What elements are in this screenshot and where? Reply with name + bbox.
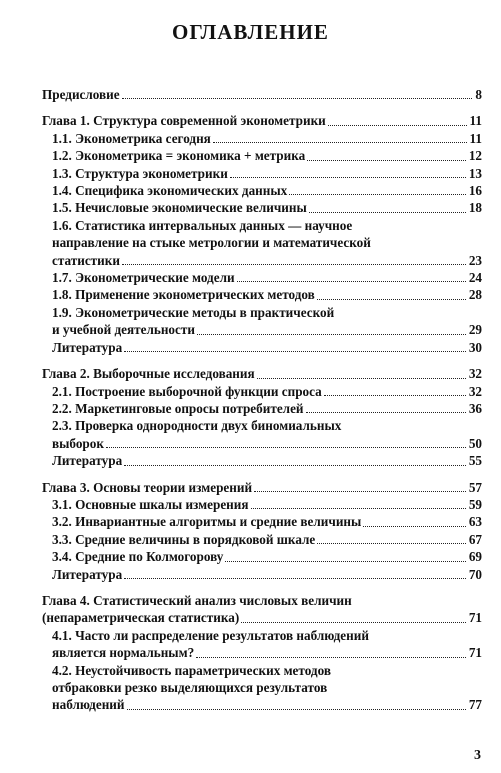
toc-section-entry[interactable] [42, 199, 482, 216]
dot-leader [122, 98, 473, 99]
dot-leader [127, 709, 466, 710]
dot-leader [307, 160, 466, 161]
toc-section-entry[interactable] [42, 400, 482, 417]
toc-page-number: 77 [468, 697, 482, 713]
toc-page-number: 71 [468, 610, 482, 626]
toc-page-number: 24 [468, 270, 482, 286]
page-number: 3 [474, 748, 481, 763]
toc-section-entry[interactable] [42, 417, 482, 434]
toc-section-entry[interactable] [42, 130, 482, 147]
dot-leader [237, 281, 466, 282]
toc-page-number: 11 [469, 113, 482, 129]
toc-section-entry[interactable] [42, 496, 482, 513]
toc-entry-title: 1.4. Специфика экономических данных [52, 183, 288, 199]
toc-page-number: 69 [468, 549, 482, 565]
dot-leader [230, 177, 466, 178]
toc-page-number: 30 [468, 339, 482, 355]
toc-section-entry[interactable] [42, 435, 482, 452]
section-gap [42, 356, 482, 365]
toc-section-entry[interactable] [42, 286, 482, 303]
toc-entry-title: 1.1. Эконометрика сегодня [52, 130, 211, 146]
toc-page-number: 8 [475, 87, 482, 102]
toc-entry-title: 1.3. Структура эконометрики [52, 165, 228, 181]
toc-section-entry[interactable] [42, 679, 482, 696]
toc-entry-title: наблюдений [52, 697, 125, 713]
toc-entry-title: Литература [52, 453, 123, 469]
toc-entry-title: 2.2. Маркетинговые опросы потребителей [52, 400, 304, 416]
toc-section-entry[interactable] [42, 269, 482, 286]
toc-entry-title: Литература [52, 566, 123, 582]
page-title: ОГЛАВЛЕНИЕ [172, 20, 329, 44]
toc-section-entry[interactable] [42, 165, 482, 182]
toc-chapter-entry[interactable] [42, 479, 482, 496]
dot-leader [317, 543, 466, 544]
dot-leader [317, 299, 466, 300]
toc-page-number: 16 [468, 183, 482, 199]
toc-section-entry[interactable] [42, 339, 482, 356]
toc-entry-title: Глава 4. Статистический анализ числовых величин [42, 592, 352, 608]
toc-page-number: 70 [468, 566, 482, 582]
toc-entry-title: Глава 3. Основы теории измерений [42, 479, 253, 495]
toc-entry-title: 2.1. Построение выборочной функции спроса [52, 383, 322, 399]
toc-section-entry[interactable] [42, 644, 482, 661]
table-of-contents [42, 86, 482, 714]
section-gap [42, 103, 482, 112]
dot-leader [213, 142, 467, 143]
toc-chapter-entry[interactable] [42, 112, 482, 129]
toc-page-number: 32 [468, 366, 482, 382]
toc-page-number: 50 [468, 435, 482, 451]
toc-entry-title: 1.9. Эконометрические методы в практической [52, 304, 335, 320]
dot-leader [124, 578, 466, 579]
toc-section-entry[interactable] [42, 147, 482, 164]
toc-entry-title: 3.1. Основные шкалы измерения [52, 496, 249, 512]
toc-section-entry[interactable] [42, 452, 482, 469]
dot-leader [324, 395, 466, 396]
toc-entry-title: Литература [52, 339, 123, 355]
dot-leader [328, 125, 467, 126]
section-gap [42, 583, 482, 592]
toc-chapter-entry[interactable] [42, 592, 482, 609]
dot-leader [106, 447, 466, 448]
toc-page-number: 13 [468, 165, 482, 181]
toc-section-entry[interactable] [42, 383, 482, 400]
toc-page-number: 18 [468, 200, 482, 216]
toc-entry-title: и учебной деятельности [52, 322, 195, 338]
toc-section-entry[interactable] [42, 217, 482, 234]
toc-section-entry[interactable] [42, 321, 482, 338]
toc-page-number: 29 [468, 322, 482, 338]
toc-chapter-entry[interactable] [42, 609, 482, 626]
toc-entry-title: 2.3. Проверка однородности двух биномиальных [52, 418, 342, 434]
dot-leader [124, 465, 466, 466]
toc-entry-title: статистики [52, 252, 120, 268]
toc-section-entry[interactable] [42, 662, 482, 679]
toc-section-entry[interactable] [42, 252, 482, 269]
dot-leader [124, 351, 466, 352]
toc-page-number: 59 [468, 496, 482, 512]
dot-leader [225, 561, 465, 562]
section-gap [42, 470, 482, 479]
toc-entry-title: Глава 1. Структура современной эконометрики [42, 113, 326, 129]
toc-page-number: 32 [468, 383, 482, 399]
dot-leader [254, 491, 466, 492]
toc-entry-title: направление на стыке метрологии и математической [52, 235, 371, 251]
toc-page-number: 55 [468, 453, 482, 469]
toc-entry-title: Глава 2. Выборочные исследования [42, 366, 255, 382]
toc-page-number: 28 [468, 287, 482, 303]
toc-entry-title: отбраковки резко выделяющихся результатов [52, 680, 328, 695]
toc-page-number: 63 [468, 514, 482, 530]
toc-section-entry[interactable] [42, 627, 482, 644]
toc-page-number: 57 [468, 479, 482, 495]
dot-leader [251, 508, 466, 509]
toc-entry-title: 1.7. Эконометрические модели [52, 270, 235, 286]
dot-leader [309, 212, 466, 213]
toc-entry-title: Предисловие [42, 87, 120, 102]
toc-page-number: 11 [469, 130, 482, 146]
toc-entry-title: 1.8. Применение эконометрических методов [52, 287, 315, 303]
toc-entry-title: 4.1. Часто ли распределение результатов наблюдений [52, 627, 369, 643]
toc-entry-title: выборок [52, 435, 104, 451]
dot-leader [363, 526, 465, 527]
dot-leader [289, 194, 466, 195]
dot-leader [196, 657, 466, 658]
dot-leader [197, 334, 466, 335]
toc-section-entry[interactable] [42, 182, 482, 199]
toc-page-number: 36 [468, 400, 482, 416]
toc-entry-title: 1.5. Нечисловые экономические величины [52, 200, 307, 216]
toc-page-number: 71 [468, 645, 482, 661]
toc-entry-title: 3.2. Инвариантные алгоритмы и средние величины [52, 514, 362, 530]
dot-leader [257, 378, 466, 379]
toc-entry-title: 4.2. Неустойчивость параметрических методов [52, 662, 331, 678]
dot-leader [241, 622, 466, 623]
toc-page-number: 67 [468, 531, 482, 547]
toc-section-entry[interactable] [42, 696, 482, 713]
toc-entry-title: 1.6. Статистика интервальных данных — научное [52, 217, 353, 233]
dot-leader [122, 264, 466, 265]
toc-page-number: 12 [468, 148, 482, 164]
toc-section-entry[interactable] [42, 513, 482, 530]
toc-entry-title: 3.4. Средние по Колмогорову [52, 549, 224, 565]
toc-entry-title: 3.3. Средние величины в порядковой шкале [52, 531, 316, 547]
toc-section-entry[interactable] [42, 531, 482, 548]
toc-entry-title: является нормальным? [52, 645, 195, 661]
toc-entry-title: (непараметрическая статистика) [42, 610, 240, 626]
toc-chapter-entry[interactable] [42, 365, 482, 382]
toc-section-entry[interactable] [42, 304, 482, 321]
toc-chapter-entry[interactable] [42, 86, 482, 103]
toc-section-entry[interactable] [42, 548, 482, 565]
toc-entry-title: 1.2. Эконометрика = экономика + метрика [52, 148, 306, 164]
toc-section-entry[interactable] [42, 566, 482, 583]
dot-leader [306, 412, 466, 413]
toc-page-number: 23 [468, 252, 482, 268]
toc-section-entry[interactable] [42, 234, 482, 251]
